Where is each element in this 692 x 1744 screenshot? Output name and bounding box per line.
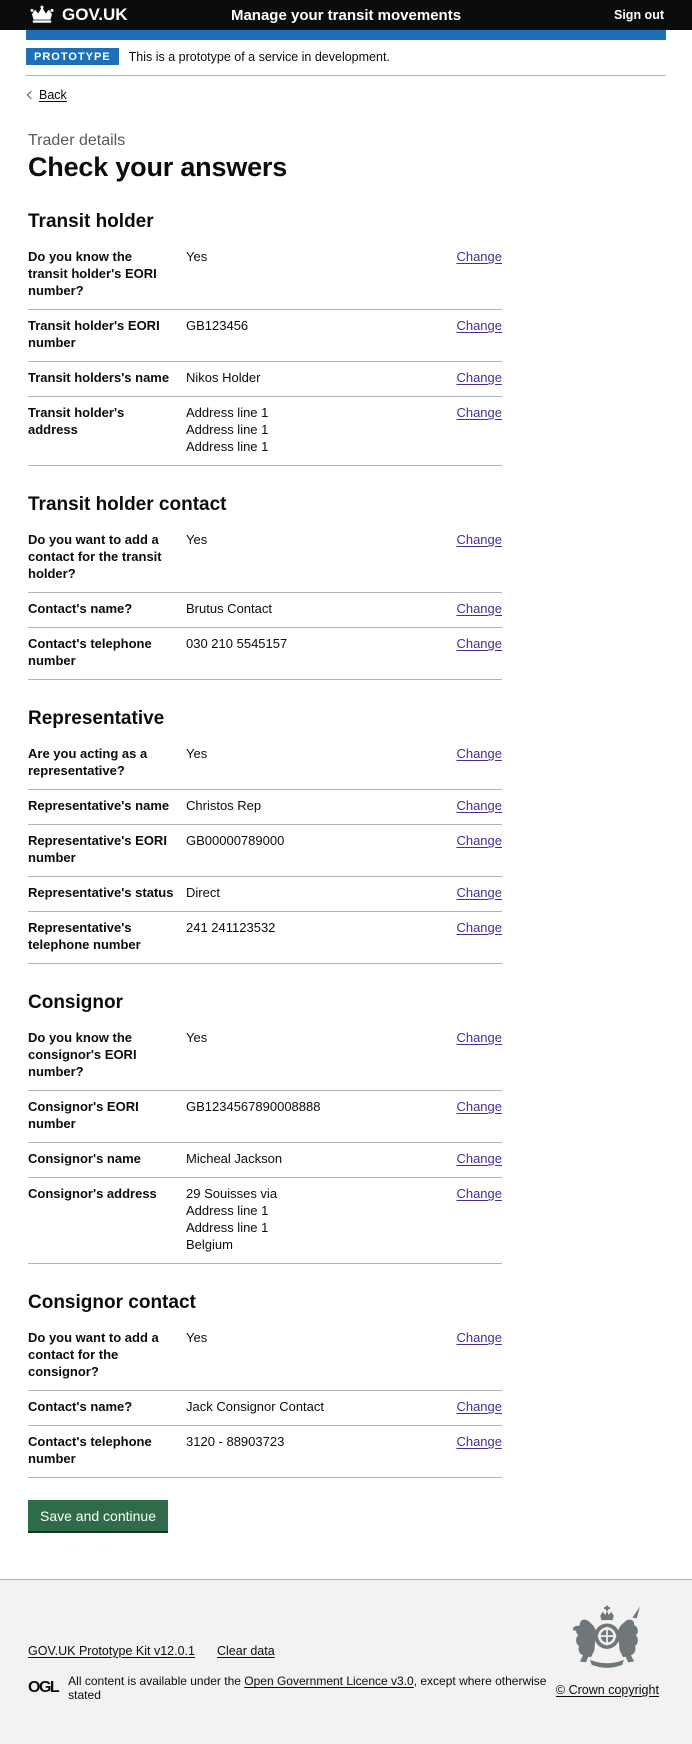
section-heading: Representative [28,708,165,729]
summary-row [28,1178,502,1264]
footer-copyright [551,1604,664,1702]
change-link[interactable]: Change [456,370,502,385]
summary-row [28,1143,502,1178]
change-link[interactable]: Change [456,1399,502,1414]
change-link[interactable]: Change [456,885,502,900]
phase-banner-text: This is a prototype of a service in development. [128,49,390,64]
summary-list [28,241,502,466]
summary-value: Yes [186,1030,208,1045]
back-link-label: Back [39,88,67,102]
summary-row [28,241,502,310]
section-consignor [28,992,664,1264]
summary-action [440,919,502,953]
change-link[interactable]: Change [456,405,502,420]
crown-icon [28,5,56,25]
phase-tag: PROTOTYPE [26,48,119,65]
change-link[interactable]: Change [456,1099,502,1114]
change-link[interactable]: Change [456,1186,502,1201]
summary-key: Do you want to add a contact for the consignor? [28,1330,159,1379]
summary-action [440,248,502,299]
change-link[interactable]: Change [456,318,502,333]
summary-value: GB123456 [186,318,249,333]
sections-container [28,211,664,1478]
summary-key: Do you know the consignor's EORI number? [28,1030,137,1079]
change-link[interactable]: Change [456,1434,502,1449]
sign-out-link[interactable]: Sign out [614,8,664,22]
section-transit-holder [28,211,664,466]
summary-key: Representative's EORI number [28,833,167,865]
summary-key: Are you acting as a representative? [28,746,148,778]
summary-value: 29 Souisses via Address line 1 Address line 1 Belgium [186,1186,278,1252]
change-link[interactable]: Change [456,833,502,848]
summary-key: Representative's telephone number [28,920,141,952]
summary-key: Contact's name? [28,601,133,616]
summary-row [28,912,502,964]
summary-row [28,1426,502,1478]
change-link[interactable]: Change [456,746,502,761]
summary-row [28,593,502,628]
section-heading: Transit holder [28,211,154,232]
prototype-kit-link[interactable]: GOV.UK Prototype Kit v12.0.1 [28,1644,195,1658]
summary-action [440,1329,502,1380]
summary-value: Yes [186,249,208,264]
licence-text [68,1674,551,1702]
summary-action [440,1150,502,1167]
summary-value: Address line 1 Address line 1 Address line 1 [186,405,269,454]
summary-value: Christos Rep [186,798,262,813]
section-heading: Consignor [28,992,123,1013]
section-representative [28,708,664,964]
summary-action [440,1433,502,1467]
page-caption: Trader details [28,132,126,149]
summary-value: Direct [186,885,220,900]
summary-key: Do you want to add a contact for the transit holder? [28,532,162,581]
summary-key: Contact's telephone number [28,636,152,668]
summary-action [440,884,502,901]
summary-action [440,369,502,386]
summary-action [440,1098,502,1132]
summary-list [28,1322,502,1478]
summary-action [440,404,502,455]
save-and-continue-button[interactable]: Save and continue [28,1500,168,1531]
summary-row [28,1022,502,1091]
summary-action [440,1398,502,1415]
summary-value: Micheal Jackson [186,1151,283,1166]
summary-list [28,1022,502,1264]
summary-value: Yes [186,532,208,547]
summary-key: Contact's telephone number [28,1434,152,1466]
page-title: Check your answers [28,152,288,182]
summary-row [28,397,502,466]
summary-row [28,790,502,825]
summary-row [28,628,502,680]
summary-action [440,317,502,351]
summary-key: Representative's name [28,798,170,813]
main-content [28,132,664,1579]
header-blue-border [26,30,666,40]
back-link[interactable] [28,88,67,102]
change-link[interactable]: Change [456,249,502,264]
summary-value: 241 241123532 [186,920,276,935]
summary-value: Brutus Contact [186,601,272,616]
change-link[interactable]: Change [456,532,502,547]
govuk-footer [0,1579,692,1744]
service-name: Manage your transit movements [230,6,462,24]
logo-text: GOV.UK [62,5,128,24]
licence-text-prefix: All content is available under the [68,1674,245,1688]
summary-value: 030 210 5545157 [186,636,288,651]
summary-value: 3120 - 88903723 [186,1434,285,1449]
summary-row [28,825,502,877]
section-consignor-contact [28,1292,664,1478]
clear-data-link[interactable]: Clear data [217,1644,275,1658]
summary-row [28,1391,502,1426]
summary-value: Jack Consignor Contact [186,1399,325,1414]
summary-key: Contact's name? [28,1399,133,1414]
summary-list [28,524,502,680]
change-link[interactable]: Change [456,601,502,616]
summary-row [28,1091,502,1143]
summary-action [440,1185,502,1253]
summary-value: Yes [186,746,208,761]
change-link[interactable]: Change [456,1330,502,1345]
change-link[interactable]: Change [456,798,502,813]
summary-row [28,877,502,912]
summary-row [28,362,502,397]
summary-value: GB1234567890008888 [186,1099,321,1114]
summary-key: Transit holders's name [28,370,170,385]
open-government-licence-link[interactable]: Open Government Licence v3.0 [244,1674,414,1688]
summary-key: Representative's status [28,885,174,900]
summary-action [440,531,502,582]
summary-action [440,635,502,669]
section-heading: Consignor contact [28,1292,196,1313]
change-link[interactable]: Change [456,920,502,935]
summary-action [440,797,502,814]
footer-meta [28,1604,551,1702]
crown-copyright-link[interactable]: © Crown copyright [555,1683,659,1697]
summary-key: Consignor's name [28,1151,141,1166]
royal-coat-of-arms [564,1604,650,1675]
summary-key: Do you know the transit holder's EORI number? [28,249,157,298]
chevron-left-icon [27,91,35,99]
summary-action [440,1029,502,1080]
summary-key: Transit holder's address [28,405,125,437]
summary-action [440,600,502,617]
summary-row [28,738,502,790]
govuk-header [0,0,692,30]
summary-key: Consignor's address [28,1186,157,1201]
change-link[interactable]: Change [456,1030,502,1045]
summary-value: GB00000789000 [186,833,285,848]
summary-value: Nikos Holder [186,370,261,385]
ogl-logo: OGL [28,1679,59,1696]
change-link[interactable]: Change [456,1151,502,1166]
summary-key: Consignor's EORI number [28,1099,139,1131]
govuk-logo[interactable] [28,5,128,25]
summary-value: Yes [186,1330,208,1345]
phase-banner [26,40,666,76]
section-transit-holder-contact [28,494,664,680]
licence-text-suffix: , except where otherwise stated [68,1674,547,1702]
summary-list [28,738,502,964]
summary-key: Transit holder's EORI number [28,318,160,350]
summary-action [440,745,502,779]
summary-row [28,1322,502,1391]
change-link[interactable]: Change [456,636,502,651]
summary-row [28,310,502,362]
summary-row [28,524,502,593]
section-heading: Transit holder contact [28,494,227,515]
summary-action [440,832,502,866]
